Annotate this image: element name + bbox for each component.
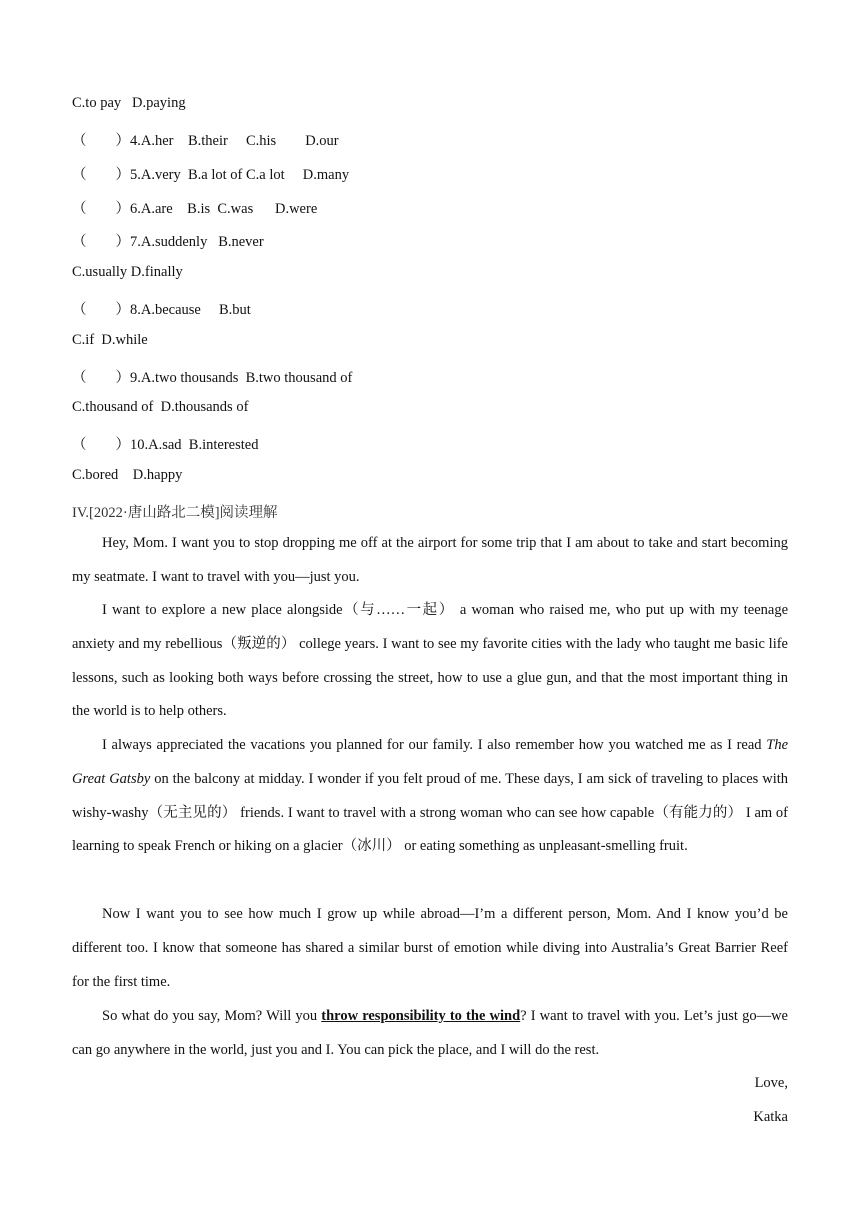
passage-paragraph: I want to explore a new place alongside（与……一起） a woman who raised me, who put up with my teenage anxiety and my rebellious（叛逆的） college years. I want to see my favorite cities with the lady who taught me basic life lessons, such as looking both ways before crossing the street, how to use a glue gun, and that the most important thing in the world is to help others.	[72, 602, 788, 720]
underlined-phrase: throw responsibility to the wind	[321, 1008, 521, 1024]
question-line: （ ）6.A.are B.is C.was D.were	[72, 201, 318, 217]
passage-text: I always appreciated the vacations you planned for our family. I also remember how you watched me as I read	[102, 737, 767, 753]
question-line: （ ）10.A.sad B.interested	[72, 437, 259, 453]
option-line: C.bored D.happy	[72, 467, 183, 483]
option-line: C.thousand of D.thousands of	[72, 399, 249, 415]
question-line: （ ）7.A.suddenly B.never	[72, 234, 264, 250]
section-heading: IV.[2022·唐山路北二模]阅读理解	[72, 505, 278, 521]
option-line: C.usually D.finally	[72, 264, 183, 280]
passage-text: ? I want to travel with you. Let’s just go—we can go anywhere in the world, just you and I. You can pick the place, and I will do the rest.	[72, 1008, 788, 1058]
closing: Love,	[754, 1075, 788, 1091]
passage-text: on the balcony at midday. I wonder if you felt proud of me. These days, I am sick of traveling to places with wishy-washy（无主见的） friends. I want to travel with a strong woman who can see how capable（有能力的） I am of learning to speak French or hiking on a glacier（冰川） or eating something as unpleasant-smelling fruit.	[72, 770, 789, 855]
book-title: The Great Gatsby	[72, 737, 788, 787]
question-line: （ ）4.A.her B.their C.his D.our	[72, 133, 339, 149]
passage-paragraph: Hey, Mom. I want you to stop dropping me off at the airport for some trip that I am about to take and start becoming my seatmate. I want to travel with you—just you.	[72, 535, 788, 585]
passage-paragraph	[72, 1000, 788, 1068]
question-line: （ ）5.A.very B.a lot of C.a lot D.many	[72, 167, 350, 183]
question-line: （ ）9.A.two thousands B.two thousand of	[72, 370, 353, 386]
passage-paragraph	[72, 729, 788, 864]
passage-text: So what do you say, Mom? Will you	[102, 1008, 322, 1024]
signature-name: Katka	[753, 1109, 788, 1125]
question-line: （ ）8.A.because B.but	[72, 302, 251, 318]
option-line: C.if D.while	[72, 332, 148, 348]
passage-paragraph: Now I want you to see how much I grow up while abroad—I’m a different person, Mom. And I know you’d be different too. I know that someone has shared a similar burst of emotion while diving into Australia’s Great Barrier Reef for the first time.	[72, 906, 788, 990]
option-line: C.to pay D.paying	[72, 95, 186, 111]
